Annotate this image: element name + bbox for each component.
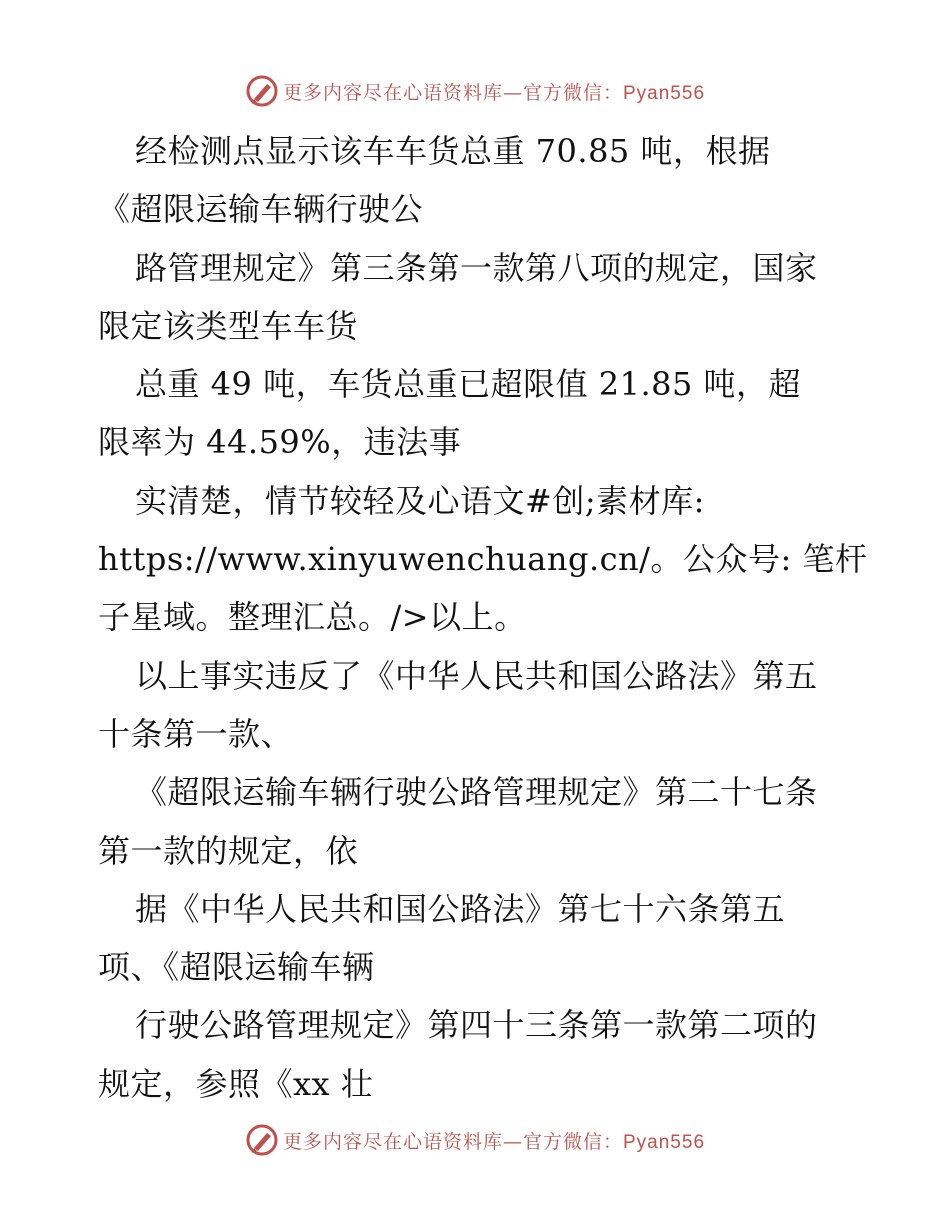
text-line: 《超限运输车辆行驶公 (98, 190, 424, 229)
text-line: 实清楚，情节较轻及心语文#创;素材库: (135, 481, 705, 520)
text-line: 以上事实违反了《中华人民共和国公路法》第五 (135, 656, 818, 695)
banner-main-text: 更多内容尽在心语资料库 (282, 1130, 503, 1153)
text-line: 经检测点显示该车车货总重 70.85 吨，根据 (135, 132, 771, 170)
text-line: 总重 49 吨，车货总重已超限值 21.85 吨，超 (135, 365, 802, 404)
banner-text (283, 1127, 705, 1154)
text-line: 据《中华人民共和国公路法》第七十六条第五 (135, 889, 786, 928)
text-line: 子星域。整理汇总。/>以上。 (98, 598, 527, 637)
header-banner (0, 71, 950, 111)
text-line: 限定该类型车车货 (98, 306, 359, 345)
text-line: 路管理规定》第三条第一款第八项的规定，国家 (135, 248, 818, 287)
text-line: 限率为 44.59%，违法事 (98, 423, 462, 462)
banner-contact-handle: Pyan556 (623, 1131, 706, 1153)
text-line: 规定，参照《xx 壮 (98, 1064, 374, 1103)
pen-circle-logo-icon (245, 1123, 279, 1157)
banner-main-text: 更多内容尽在心语资料库 (282, 81, 503, 104)
banner-contact-label: 官方微信： (522, 81, 623, 104)
text-line: https://www.xinyuwenchuang.cn/。公众号: 笔杆 (98, 540, 868, 579)
text-line: 行驶公路管理规定》第四十三条第一款第二项的 (135, 1006, 818, 1045)
banner-separator: — (502, 1130, 523, 1153)
text-line: 项、《超限运输车辆 (98, 948, 375, 987)
document-body (98, 122, 868, 1113)
banner-text (283, 78, 705, 105)
banner-contact-handle: Pyan556 (623, 82, 706, 104)
footer-banner (0, 1120, 950, 1160)
banner-separator: — (502, 81, 523, 104)
text-line: 第一款的规定，依 (98, 831, 359, 870)
pen-circle-logo-icon (245, 74, 279, 108)
text-line: 十条第一款、 (98, 714, 294, 753)
text-line: 《超限运输车辆行驶公路管理规定》第二十七条 (135, 773, 818, 812)
banner-contact-label: 官方微信： (522, 1130, 623, 1153)
